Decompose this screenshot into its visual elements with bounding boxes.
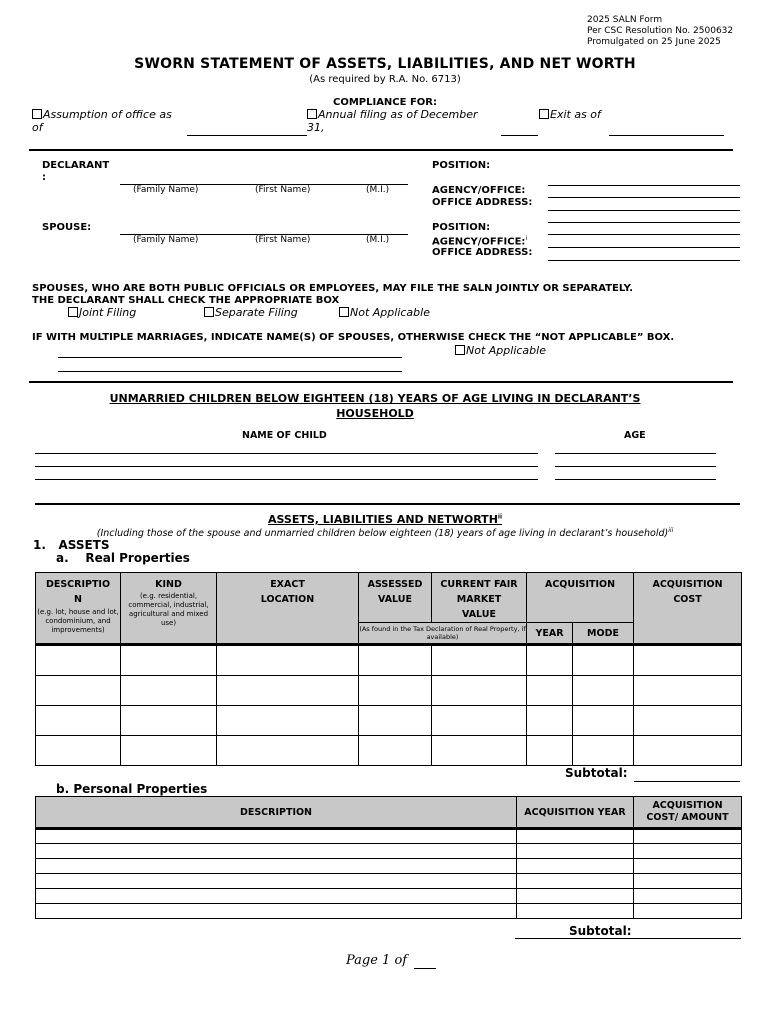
assets-heading-footnote: ii xyxy=(497,513,503,521)
table-cell[interactable] xyxy=(121,676,217,706)
table-cell[interactable] xyxy=(359,645,432,676)
declarant-label xyxy=(42,160,109,184)
table-cell[interactable] xyxy=(359,676,432,706)
real-col-mode: MODE xyxy=(573,623,634,645)
table-cell[interactable] xyxy=(527,736,573,766)
spouse-label: SPOUSE: xyxy=(42,222,92,233)
real-col-value-note: (As found in the Tax Declaration of Real Property, if available) xyxy=(359,623,527,645)
multiple-not-applicable-label: Not Applicable xyxy=(466,344,546,357)
table-cell[interactable] xyxy=(359,736,432,766)
declarant-first-name-caption: (First Name) xyxy=(255,185,311,195)
assumption-label-a: Assumption of office as xyxy=(43,108,172,121)
joint-filing-line2: THE DECLARANT SHALL CHECK THE APPROPRIATE BOX xyxy=(32,295,340,306)
table-cell[interactable] xyxy=(432,676,527,706)
table-cell[interactable] xyxy=(121,706,217,736)
assumption-date-field[interactable] xyxy=(187,135,307,136)
real-col-year: YEAR xyxy=(527,623,573,645)
table-cell[interactable] xyxy=(517,904,634,919)
spouse-agency-text: AGENCY/OFFICE: xyxy=(432,236,526,248)
annual-checkbox[interactable] xyxy=(307,109,317,119)
page-title: SWORN STATEMENT OF ASSETS, LIABILITIES, AND NET WORTH xyxy=(134,56,636,72)
page-of-label: Page 1 of xyxy=(346,953,408,968)
spouse-address-field[interactable] xyxy=(548,260,740,261)
real-col-description-sub: (e.g. lot, house and lot, condominium, and improvements) xyxy=(37,608,119,634)
real-col-assessed-a: ASSESSED xyxy=(367,579,423,590)
table-cell[interactable] xyxy=(634,829,742,844)
table-cell[interactable] xyxy=(36,889,517,904)
declarant-agency-label: AGENCY/OFFICE: xyxy=(432,185,526,196)
joint-not-applicable-option[interactable] xyxy=(339,306,430,319)
table-row xyxy=(36,844,742,859)
form-meta-line3: Promulgated on 25 June 2025 xyxy=(587,37,721,47)
assumption-label-b: of xyxy=(32,121,43,134)
assets-note-text: (Including those of the spouse and unmarried children below eighteen (18) years of age living in declarant’s household) xyxy=(96,528,669,540)
exit-checkbox[interactable] xyxy=(539,109,549,119)
table-cell[interactable] xyxy=(634,844,742,859)
table-cell[interactable] xyxy=(36,676,121,706)
real-subtotal-field[interactable] xyxy=(634,781,740,782)
declarant-mi-caption: (M.I.) xyxy=(366,185,390,195)
assets-label: 1. ASSETS xyxy=(33,538,110,552)
table-cell[interactable] xyxy=(634,889,742,904)
divider xyxy=(29,381,733,383)
child-name-field[interactable] xyxy=(35,479,538,480)
assets-liabilities-heading xyxy=(0,513,768,526)
assets-liabilities-heading-text: ASSETS, LIABILITIES AND NETWORTH xyxy=(267,513,498,526)
real-col-description-b: N xyxy=(74,594,82,605)
table-cell[interactable] xyxy=(527,676,573,706)
personal-subtotal-field[interactable] xyxy=(515,938,741,939)
child-name-field[interactable] xyxy=(35,466,538,467)
table-cell[interactable] xyxy=(634,645,742,676)
real-col-cfmv-b: MARKET xyxy=(456,594,502,605)
spouse-position-field[interactable] xyxy=(548,234,740,235)
divider xyxy=(35,503,740,505)
spouse-mi-caption: (M.I.) xyxy=(366,235,390,245)
table-cell[interactable] xyxy=(217,736,359,766)
table-cell[interactable] xyxy=(634,706,742,736)
spouse-agency-label xyxy=(432,235,527,247)
real-col-assessed-value xyxy=(359,573,432,623)
real-col-location-a: EXACT xyxy=(270,579,305,590)
child-age-field[interactable] xyxy=(555,453,716,454)
real-subtotal-label: Subtotal: xyxy=(565,766,628,780)
children-heading-a: UNMARRIED CHILDREN BELOW EIGHTEEN (18) YEARS OF AGE LIVING IN DECLARANT’S xyxy=(109,392,641,405)
table-cell[interactable] xyxy=(36,874,517,889)
table-cell[interactable] xyxy=(517,859,634,874)
table-cell[interactable] xyxy=(359,706,432,736)
assets-note xyxy=(0,527,768,539)
real-properties-label: a. Real Properties xyxy=(56,551,190,565)
declarant-agency-field[interactable] xyxy=(548,197,740,198)
child-name-header: NAME OF CHILD xyxy=(242,430,327,441)
personal-properties-label: b. Personal Properties xyxy=(56,782,208,796)
table-cell[interactable] xyxy=(527,645,573,676)
table-cell[interactable] xyxy=(634,904,742,919)
child-age-header: AGE xyxy=(624,430,646,441)
table-cell[interactable] xyxy=(121,736,217,766)
real-col-kind-sub: (e.g. residential, commercial, industrial, agricultural and mixed use) xyxy=(128,592,209,627)
real-col-description-a: DESCRIPTIO xyxy=(45,579,111,590)
spouse-names-field-2[interactable] xyxy=(58,371,402,372)
real-col-acquisition-cost xyxy=(634,573,742,645)
table-row xyxy=(36,676,742,706)
page-subtitle: (As required by R.A. No. 6713) xyxy=(309,74,461,85)
personal-subtotal-label: Subtotal: xyxy=(569,924,632,938)
annual-label-b: 31, xyxy=(307,121,325,134)
divider xyxy=(29,149,733,151)
spouse-agency-field[interactable] xyxy=(548,247,740,248)
spouse-office-address-label: OFFICE ADDRESS: xyxy=(432,247,533,258)
declarant-address-field-1[interactable] xyxy=(548,210,740,211)
annual-label-a: Annual filing as of December xyxy=(318,108,478,121)
annual-year-field[interactable] xyxy=(501,135,538,136)
table-cell[interactable] xyxy=(432,736,527,766)
separate-filing-checkbox[interactable] xyxy=(204,307,214,317)
real-col-assessed-b: VALUE xyxy=(378,594,412,605)
declarant-office-address-label: OFFICE ADDRESS: xyxy=(432,197,533,208)
spouse-names-field-1[interactable] xyxy=(58,357,402,358)
table-row xyxy=(36,736,742,766)
spouse-family-name-caption: (Family Name) xyxy=(133,235,199,245)
table-cell[interactable] xyxy=(634,736,742,766)
table-cell[interactable] xyxy=(573,645,634,676)
multiple-not-applicable-checkbox[interactable] xyxy=(455,345,465,355)
table-row xyxy=(36,859,742,874)
real-col-description xyxy=(36,573,121,645)
declarant-family-name-caption: (Family Name) xyxy=(133,185,199,195)
declarant-position-label: POSITION: xyxy=(432,160,491,171)
total-pages-field[interactable] xyxy=(414,968,436,969)
table-cell[interactable] xyxy=(217,676,359,706)
table-row xyxy=(36,829,742,844)
real-properties-table xyxy=(35,572,742,766)
real-col-location xyxy=(217,573,359,645)
table-cell[interactable] xyxy=(517,889,634,904)
table-cell[interactable] xyxy=(634,676,742,706)
table-cell[interactable] xyxy=(36,904,517,919)
declarant-position-field[interactable] xyxy=(548,185,740,186)
table-cell[interactable] xyxy=(573,706,634,736)
child-age-field[interactable] xyxy=(555,479,716,480)
real-col-cost-b: COST xyxy=(673,594,702,605)
table-cell[interactable] xyxy=(517,844,634,859)
compliance-assumption[interactable] xyxy=(32,108,172,134)
spouse-agency-footnote: i xyxy=(525,235,528,242)
children-heading xyxy=(0,391,750,421)
table-cell[interactable] xyxy=(36,736,121,766)
declarant-address-field-2[interactable] xyxy=(548,222,740,223)
table-row xyxy=(36,645,742,676)
table-cell[interactable] xyxy=(517,829,634,844)
compliance-heading: COMPLIANCE FOR: xyxy=(332,97,437,108)
joint-filing-option[interactable] xyxy=(68,306,136,319)
joint-filing-instructions xyxy=(32,283,633,307)
joint-not-applicable-label: Not Applicable xyxy=(350,306,430,319)
personal-col-cost-a: ACQUISITION xyxy=(652,800,723,811)
table-cell[interactable] xyxy=(36,844,517,859)
real-col-acquisition: ACQUISITION xyxy=(527,573,634,623)
table-cell[interactable] xyxy=(573,736,634,766)
assets-note-footnote: iii xyxy=(668,527,674,534)
table-cell[interactable] xyxy=(432,706,527,736)
table-cell[interactable] xyxy=(36,645,121,676)
real-col-cost-a: ACQUISITION xyxy=(652,579,723,590)
declarant-label-b: : xyxy=(42,172,46,183)
form-meta-line1: 2025 SALN Form xyxy=(587,15,663,25)
joint-filing-label: Joint Filing xyxy=(79,306,137,319)
compliance-annual[interactable] xyxy=(307,108,478,134)
exit-label: Exit as of xyxy=(550,108,601,121)
form-meta-line2: Per CSC Resolution No. 2500632 xyxy=(587,26,734,36)
personal-col-description: DESCRIPTION xyxy=(36,797,517,829)
joint-filing-line1: SPOUSES, WHO ARE BOTH PUBLIC OFFICIALS OR EMPLOYEES, MAY FILE THE SALN JOINTLY OR SEPARATELY. xyxy=(32,283,634,294)
real-col-kind-text: KIND xyxy=(155,579,182,590)
table-cell[interactable] xyxy=(432,645,527,676)
table-cell[interactable] xyxy=(634,859,742,874)
personal-col-acquisition-cost xyxy=(634,797,742,829)
table-row xyxy=(36,889,742,904)
child-name-field[interactable] xyxy=(35,453,538,454)
table-cell[interactable] xyxy=(36,859,517,874)
table-cell[interactable] xyxy=(517,874,634,889)
spouse-position-label: POSITION: xyxy=(432,222,491,233)
real-col-cfmv-a: CURRENT FAIR xyxy=(440,579,518,590)
children-heading-b: HOUSEHOLD xyxy=(336,407,414,420)
table-cell[interactable] xyxy=(634,874,742,889)
real-col-cfmv-c: VALUE xyxy=(462,609,496,620)
child-age-field[interactable] xyxy=(555,466,716,467)
table-cell[interactable] xyxy=(36,829,517,844)
compliance-exit[interactable] xyxy=(539,108,601,121)
personal-col-cost-b: COST/ AMOUNT xyxy=(646,812,729,823)
real-col-location-b: LOCATION xyxy=(260,594,315,605)
table-cell[interactable] xyxy=(121,645,217,676)
real-col-kind xyxy=(121,573,217,645)
real-col-fair-market-value xyxy=(432,573,527,623)
declarant-label-a: DECLARANT xyxy=(42,160,110,171)
form-meta xyxy=(587,15,733,48)
spouse-first-name-caption: (First Name) xyxy=(255,235,311,245)
personal-col-acquisition-year: ACQUISITION YEAR xyxy=(517,797,634,829)
joint-filing-checkbox[interactable] xyxy=(68,307,78,317)
multiple-marriages-instruction: IF WITH MULTIPLE MARRIAGES, INDICATE NAME(S) OF SPOUSES, OTHERWISE CHECK THE “NOT APPLICABLE” BOX. xyxy=(32,332,675,343)
table-cell[interactable] xyxy=(36,706,121,736)
table-cell[interactable] xyxy=(217,706,359,736)
table-cell[interactable] xyxy=(527,706,573,736)
exit-date-field[interactable] xyxy=(609,135,724,136)
personal-properties-table xyxy=(35,796,742,919)
table-row xyxy=(36,904,742,919)
table-row xyxy=(36,874,742,889)
multiple-not-applicable-option[interactable] xyxy=(455,344,546,357)
table-row xyxy=(36,706,742,736)
page-number xyxy=(346,953,407,968)
joint-not-applicable-checkbox[interactable] xyxy=(339,307,349,317)
separate-filing-label: Separate Filing xyxy=(215,306,298,319)
separate-filing-option[interactable] xyxy=(204,306,298,319)
table-cell[interactable] xyxy=(217,645,359,676)
assumption-checkbox[interactable] xyxy=(32,109,42,119)
table-cell[interactable] xyxy=(573,676,634,706)
